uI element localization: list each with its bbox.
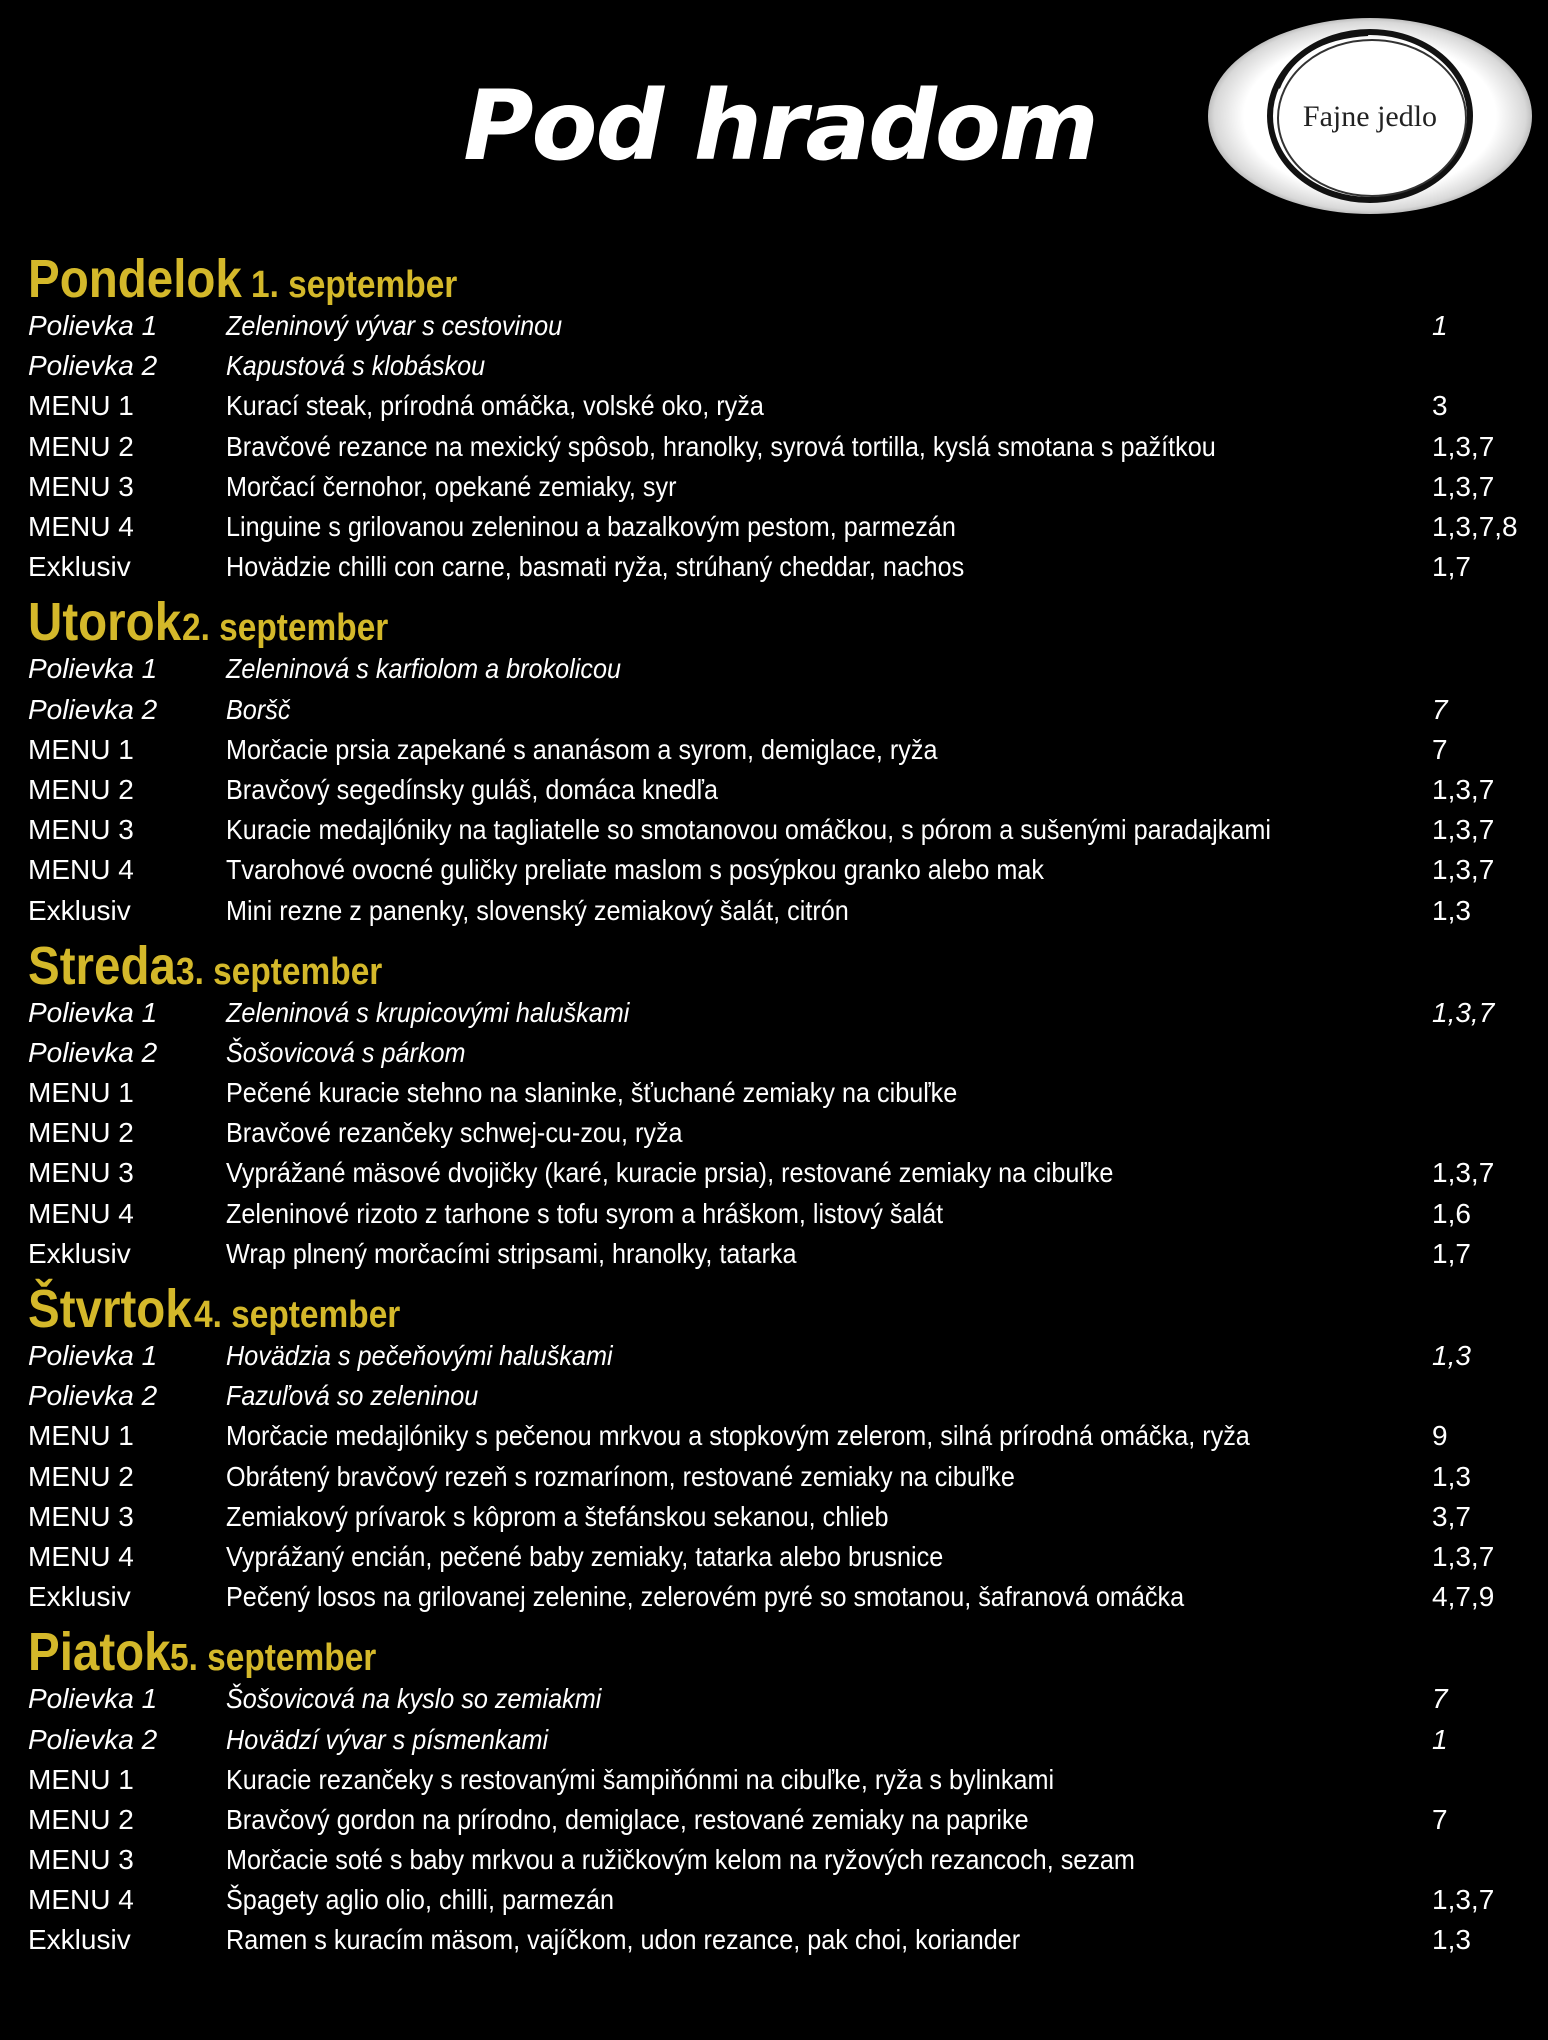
- menu-row: [28, 547, 1528, 587]
- menu-label: Polievka 2: [28, 693, 158, 725]
- menu-row: [28, 1497, 1528, 1537]
- menu-label: MENU 3: [28, 814, 134, 846]
- day-date: 1. september: [251, 264, 458, 306]
- menu-allergens: 1,3,7: [1432, 773, 1495, 805]
- menu-dish: Kurací steak, prírodná omáčka, volské oko, ryža: [226, 390, 764, 422]
- menu-label: MENU 4: [28, 854, 134, 886]
- menu-allergens: 1,3: [1432, 1924, 1471, 1956]
- menu-allergens: 1,3,7: [1432, 1540, 1495, 1572]
- menu-label: MENU 4: [28, 1884, 134, 1916]
- page-title: Pod hradom: [463, 70, 1097, 182]
- day-section: [28, 1278, 1528, 1617]
- logo: [1208, 18, 1532, 214]
- menu-allergens: 1,3: [1432, 894, 1471, 926]
- menu-dish: Šošovicová s párkom: [226, 1036, 466, 1068]
- menu-dish: Linguine s grilovanou zeleninou a bazalkovým pestom, parmezán: [226, 511, 956, 543]
- menu-allergens: 1,3,7: [1432, 814, 1495, 846]
- menu-allergens: 1,6: [1432, 1197, 1471, 1229]
- menu-allergens: 4,7,9: [1432, 1581, 1495, 1613]
- menu-dish: Kuracie rezančeky s restovanými šampiňónmi na cibuľke, ryža s bylinkami: [226, 1763, 1055, 1795]
- menu-allergens: 7: [1432, 693, 1448, 725]
- menu-label: Exklusiv: [28, 551, 131, 583]
- menu-dish: Morčacie prsia zapekané s ananásom a syrom, demiglace, ryža: [226, 733, 938, 765]
- menu-row: [28, 427, 1528, 467]
- menu-label: MENU 2: [28, 773, 134, 805]
- menu-label: Polievka 2: [28, 350, 158, 382]
- day-section: [28, 248, 1528, 587]
- menu-label: MENU 3: [28, 1157, 134, 1189]
- day-name: Utorok: [28, 592, 182, 653]
- menu-allergens: 9: [1432, 1420, 1448, 1452]
- weekly-menu: [28, 248, 1528, 1965]
- menu-label: MENU 3: [28, 470, 134, 502]
- day-header: [28, 591, 1528, 653]
- menu-row: [28, 810, 1528, 850]
- menu-row: [28, 1760, 1528, 1800]
- menu-dish: Kapustová s klobáskou: [226, 350, 486, 382]
- menu-label: MENU 1: [28, 1420, 134, 1452]
- menu-row: [28, 649, 1528, 689]
- menu-dish: Morčacie soté s baby mrkvou a ružičkovým kelom na ryžových rezancoch, sezam: [226, 1844, 1135, 1876]
- day-date: 2. september: [182, 607, 389, 650]
- menu-label: Exklusiv: [28, 1924, 131, 1956]
- day-date: 5. september: [170, 1637, 377, 1680]
- menu-dish: Kuracie medajlóniky na tagliatelle so smotanovou omáčkou, s pórom a sušenými paradajkami: [226, 814, 1271, 846]
- menu-dish: Ramen s kuracím mäsom, vajíčkom, udon rezance, pak choi, koriander: [226, 1924, 1021, 1956]
- menu-row: [28, 690, 1528, 730]
- menu-dish: Hovädzia s pečeňovými haluškami: [226, 1340, 613, 1372]
- menu-label: MENU 3: [28, 1844, 134, 1876]
- menu-dish: Vyprážané mäsové dvojičky (karé, kuracie prsia), restované zemiaky na cibuľke: [226, 1157, 1114, 1189]
- menu-allergens: 1,3,7: [1432, 470, 1495, 502]
- menu-dish: Bravčové rezančeky schwej-cu-zou, ryža: [226, 1117, 683, 1149]
- menu-dish: Wrap plnený morčacími stripsami, hranolky, tatarka: [226, 1237, 797, 1269]
- menu-label: MENU 2: [28, 430, 134, 462]
- day-header: [28, 935, 1528, 996]
- menu-dish: Zeleninová s krupicovými haluškami: [226, 996, 630, 1028]
- menu-allergens: 1,3,7: [1432, 854, 1495, 886]
- day-name: Streda: [28, 935, 176, 996]
- menu-row: [28, 1719, 1528, 1759]
- menu-label: Exklusiv: [28, 894, 131, 926]
- menu-row: [28, 1194, 1528, 1234]
- menu-label: Polievka 1: [28, 1340, 158, 1372]
- day-name: Pondelok: [28, 249, 242, 309]
- menu-allergens: 1,3,7: [1432, 1884, 1495, 1916]
- menu-dish: Zeleninový vývar s cestovinou: [226, 310, 563, 342]
- menu-dish: Bravčový segedínsky guláš, domáca knedľa: [226, 773, 719, 805]
- menu-allergens: 1,7: [1432, 551, 1471, 583]
- day-name: Štvrtok: [28, 1278, 192, 1339]
- menu-row: [28, 730, 1528, 770]
- menu-row: [28, 1033, 1528, 1073]
- day-date: 3. september: [176, 950, 383, 993]
- menu-label: MENU 3: [28, 1500, 134, 1532]
- menu-row: [28, 1416, 1528, 1456]
- menu-row: [28, 1457, 1528, 1497]
- menu-dish: Bravčový gordon na prírodno, demiglace, restované zemiaky na paprike: [226, 1803, 1029, 1835]
- menu-row: [28, 1920, 1528, 1960]
- menu-allergens: 1,3,7: [1432, 430, 1495, 462]
- menu-dish: Špagety aglio olio, chilli, parmezán: [226, 1884, 615, 1916]
- menu-allergens: 7: [1432, 1683, 1448, 1715]
- menu-row: [28, 1800, 1528, 1840]
- day-header: [28, 248, 1528, 309]
- menu-allergens: 3,7: [1432, 1500, 1471, 1532]
- menu-allergens: 1,3,7: [1432, 996, 1495, 1028]
- day-header: [28, 1278, 1528, 1339]
- menu-allergens: 1: [1432, 1723, 1448, 1755]
- menu-row: [28, 1679, 1528, 1719]
- menu-row: [28, 306, 1528, 346]
- menu-allergens: 1,7: [1432, 1237, 1471, 1269]
- menu-label: Polievka 2: [28, 1380, 158, 1412]
- menu-label: MENU 1: [28, 1763, 134, 1795]
- menu-row: [28, 850, 1528, 890]
- menu-dish: Morčací černohor, opekané zemiaky, syr: [226, 470, 677, 502]
- menu-label: MENU 2: [28, 1460, 134, 1492]
- day-date: 4. september: [194, 1293, 401, 1336]
- menu-allergens: 7: [1432, 1803, 1448, 1835]
- menu-dish: Boršč: [226, 693, 291, 725]
- menu-label: Polievka 1: [28, 996, 158, 1028]
- menu-row: [28, 1880, 1528, 1920]
- menu-row: [28, 1234, 1528, 1274]
- menu-allergens: 1: [1432, 310, 1448, 342]
- menu-allergens: 1,3,7: [1432, 1157, 1495, 1189]
- day-section: [28, 935, 1528, 1274]
- menu-row: [28, 770, 1528, 810]
- menu-dish: Pečené kuracie stehno na slaninke, šťuchané zemiaky na cibuľke: [226, 1077, 958, 1109]
- menu-label: MENU 4: [28, 511, 134, 543]
- menu-label: MENU 2: [28, 1117, 134, 1149]
- menu-row: [28, 1376, 1528, 1416]
- menu-dish: Fazuľová so zeleninou: [226, 1380, 479, 1412]
- menu-dish: Tvarohové ovocné guličky preliate maslom s posýpkou granko alebo mak: [226, 854, 1045, 886]
- day-section: [28, 1621, 1528, 1960]
- menu-allergens: 3: [1432, 390, 1448, 422]
- menu-dish: Šošovicová na kyslo so zemiakmi: [226, 1683, 602, 1715]
- menu-row: [28, 1113, 1528, 1153]
- menu-label: MENU 1: [28, 1077, 134, 1109]
- menu-dish: Vyprážaný encián, pečené baby zemiaky, tatarka alebo brusnice: [226, 1540, 944, 1572]
- menu-label: Polievka 1: [28, 1683, 158, 1715]
- menu-row: [28, 1840, 1528, 1880]
- menu-dish: Zeleninová s karfiolom a brokolicou: [226, 653, 622, 685]
- menu-dish: Zemiakový prívarok s kôprom a štefánskou sekanou, chlieb: [226, 1500, 889, 1532]
- menu-row: [28, 1336, 1528, 1376]
- menu-label: Exklusiv: [28, 1581, 131, 1613]
- menu-dish: Obrátený bravčový rezeň s rozmarínom, restované zemiaky na cibuľke: [226, 1460, 1015, 1492]
- menu-row: [28, 1537, 1528, 1577]
- day-name: Piatok: [28, 1622, 171, 1683]
- menu-row: [28, 1153, 1528, 1193]
- menu-row: [28, 993, 1528, 1033]
- menu-label: MENU 4: [28, 1197, 134, 1229]
- day-header: [28, 1621, 1528, 1683]
- menu-allergens: 1,3: [1432, 1340, 1471, 1372]
- menu-dish: Hovädzie chilli con carne, basmati ryža, strúhaný cheddar, nachos: [226, 551, 965, 583]
- menu-label: MENU 1: [28, 390, 134, 422]
- menu-dish: Zeleninové rizoto z tarhone s tofu syrom a hráškom, listový šalát: [226, 1197, 944, 1229]
- menu-label: MENU 2: [28, 1803, 134, 1835]
- menu-row: [28, 507, 1528, 547]
- menu-label: Polievka 2: [28, 1036, 158, 1068]
- menu-row: [28, 346, 1528, 386]
- day-section: [28, 591, 1528, 930]
- menu-dish: Mini rezne z panenky, slovenský zemiakový šalát, citrón: [226, 894, 849, 926]
- menu-label: MENU 1: [28, 733, 134, 765]
- menu-label: Polievka 2: [28, 1723, 158, 1755]
- menu-label: MENU 4: [28, 1540, 134, 1572]
- menu-row: [28, 386, 1528, 426]
- menu-dish: Bravčové rezance na mexický spôsob, hranolky, syrová tortilla, kyslá smotana s pažítkou: [226, 430, 1216, 462]
- menu-allergens: 1,3: [1432, 1460, 1471, 1492]
- menu-label: Polievka 1: [28, 310, 158, 342]
- menu-label: Exklusiv: [28, 1237, 131, 1269]
- menu-row: [28, 1577, 1528, 1617]
- menu-row: [28, 1073, 1528, 1113]
- menu-label: Polievka 1: [28, 653, 158, 685]
- menu-dish: Hovädzí vývar s písmenkami: [226, 1723, 549, 1755]
- menu-dish: Pečený losos na grilovanej zelenine, zelerovém pyré so smotanou, šafranová omáčka: [226, 1581, 1185, 1613]
- menu-row: [28, 890, 1528, 930]
- menu-allergens: 7: [1432, 733, 1448, 765]
- menu-allergens: 1,3,7,8: [1432, 511, 1518, 543]
- logo-text: Fajne jedlo: [1302, 100, 1438, 133]
- menu-row: [28, 467, 1528, 507]
- menu-dish: Morčacie medajlóniky s pečenou mrkvou a stopkovým zelerom, silná prírodná omáčka, ryža: [226, 1420, 1250, 1452]
